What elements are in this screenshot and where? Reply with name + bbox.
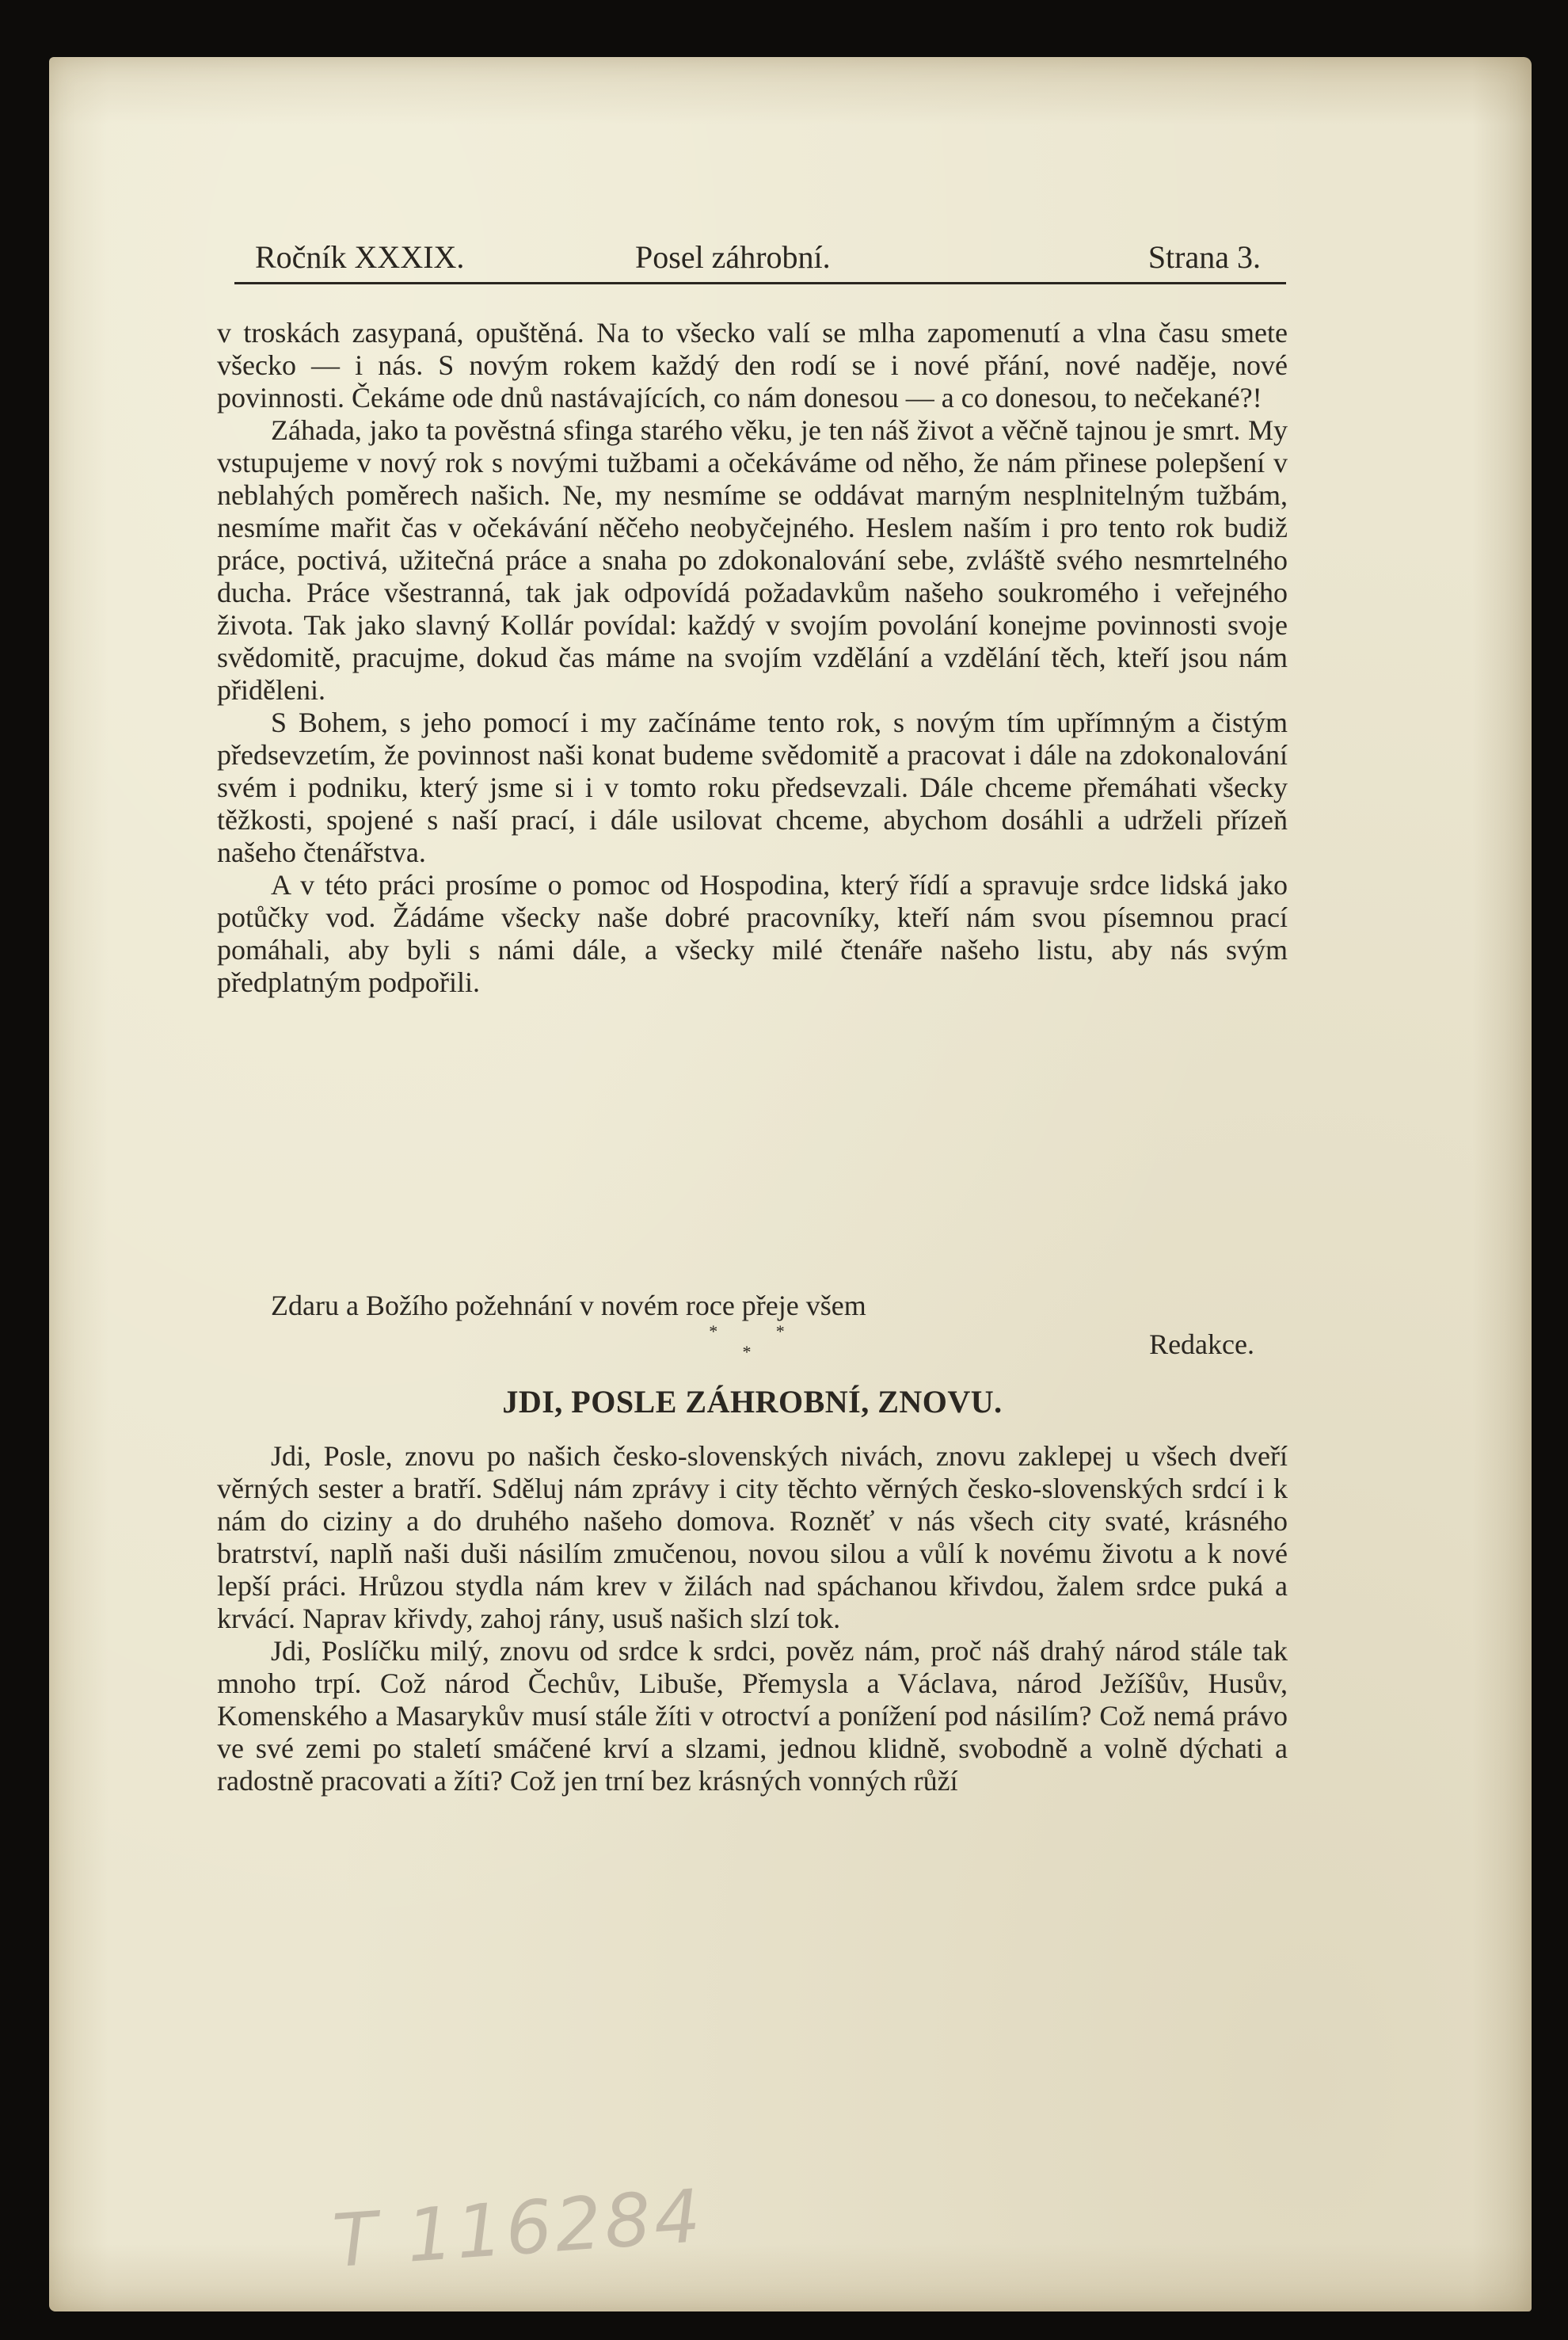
article-title: JDI, POSLE ZÁHROBNÍ, ZNOVU. xyxy=(502,1384,1003,1420)
paragraph: v troskách zasypaná, opuštěná. Na to všecko valí se mlha zapomenutí a vlna času smete všecko — i nás. S novým rokem každý den rodí se i nové přání, nové naděje, nové povinnosti. Čekáme ode dnů nastávajících, co nám donesou — a co donesou, to nečekané?! xyxy=(217,317,1288,414)
section-separator: * * * xyxy=(709,1321,812,1362)
running-header xyxy=(234,234,1286,284)
journal-title: Posel záhrobní. xyxy=(635,239,831,275)
paragraph: Jdi, Poslíčku milý, znovu od srdce k srdci, pověz nám, proč náš drahý národ stále tak mnoho trpí. Což národ Čechův, Libuše, Přemysla a Václava, národ Ježíšův, Husův, Komenského a Masarykův musí stále žíti v otroctví a ponížení pod násilím? Což nemá právo ve své zemi po staletí smáčené krví a slzami, jednou klidně, svobodně a volně dýchati a radostně pracovati a žíti? Což jen trní bez krásných vonných růží xyxy=(217,1635,1288,1797)
editorial-text xyxy=(217,317,1288,999)
page-number: Strana 3. xyxy=(1147,239,1261,275)
greeting-line: Zdaru a Božího požehnání v novém roce přeje všem xyxy=(271,1290,866,1321)
paragraph: Záhada, jako ta pověstná sfinga starého věku, je ten náš život a věčně tajnou je smrt. My vstupujeme v nový rok s novými tužbami a očekáváme od něho, že nám přinese polepšení v neblahých poměrech našich. Ne, my nesmíme se oddávat marným nesplnitelným tužbám, nesmíme mařit čas v očekávání něčeho neobyčejného. Heslem naším i pro tento rok budiž práce, poctivá, užitečná práce a snaha po zdokonalování sebe, zvláště svého nesmrtelného ducha. Práce všestranná, tak jak odpovídá požadavkům našeho soukromého i veřejného života. Tak jako slavný Kollár povídal: každý v svojím povolání konejme povinnosti svoje svědomitě, pracujme, dokud čas máme na svojím vzdělání a vzdělání těch, kteří jsou nám přiděleni. xyxy=(217,414,1288,706)
volume-label: Ročník XXXIX. xyxy=(255,239,465,275)
signature: Redakce. xyxy=(1149,1328,1254,1360)
archive-handwritten-mark: T 116284 xyxy=(329,2173,706,2285)
article-text xyxy=(217,1440,1288,1797)
paragraph: S Bohem, s jeho pomocí i my začínáme tento rok, s novým tím upřímným a čistým předsevzetím, že povinnost naši konat budeme svědomitě a pracovat i dále na zdokonalování svém i podniku, který jsme si i v tomto roku předsevzali. Dále chceme přemáhati všecky těžkosti, spojené s naší prací, i dále usilovat chceme, abychom dosáhli a udrželi přízeň našeho čtenářstva. xyxy=(217,707,1288,868)
paragraph: A v této práci prosíme o pomoc od Hospodina, který řídí a spravuje srdce lidská jako potůčky vod. Žádáme všecky naše dobré pracovníky, kteří nám svou písemnou prací pomáhali, aby byli s námi dále, a všecky milé čtenáře našeho listu, aby nás svým předplatným podpořili. xyxy=(217,869,1288,998)
paragraph: Jdi, Posle, znovu po našich česko-slovenských nivách, znovu zaklepej u všech dveří věrných sester a bratří. Sděluj nám zprávy i city těchto věrných česko-slovenských srdcí i k nám do ciziny a do druhého našeho domova. Rozněť v nás všech city svaté, krásného bratrství, naplň naši duši násilím zmučenou, novou silou a vůlí k novému životu a k nové lepší práci. Hrůzou stydla nám krev v žilách nad spáchanou křivdou, žalem srdce puká a krvácí. Naprav křivdy, zahoj rány, usuš našich slzí tok. xyxy=(217,1440,1288,1634)
